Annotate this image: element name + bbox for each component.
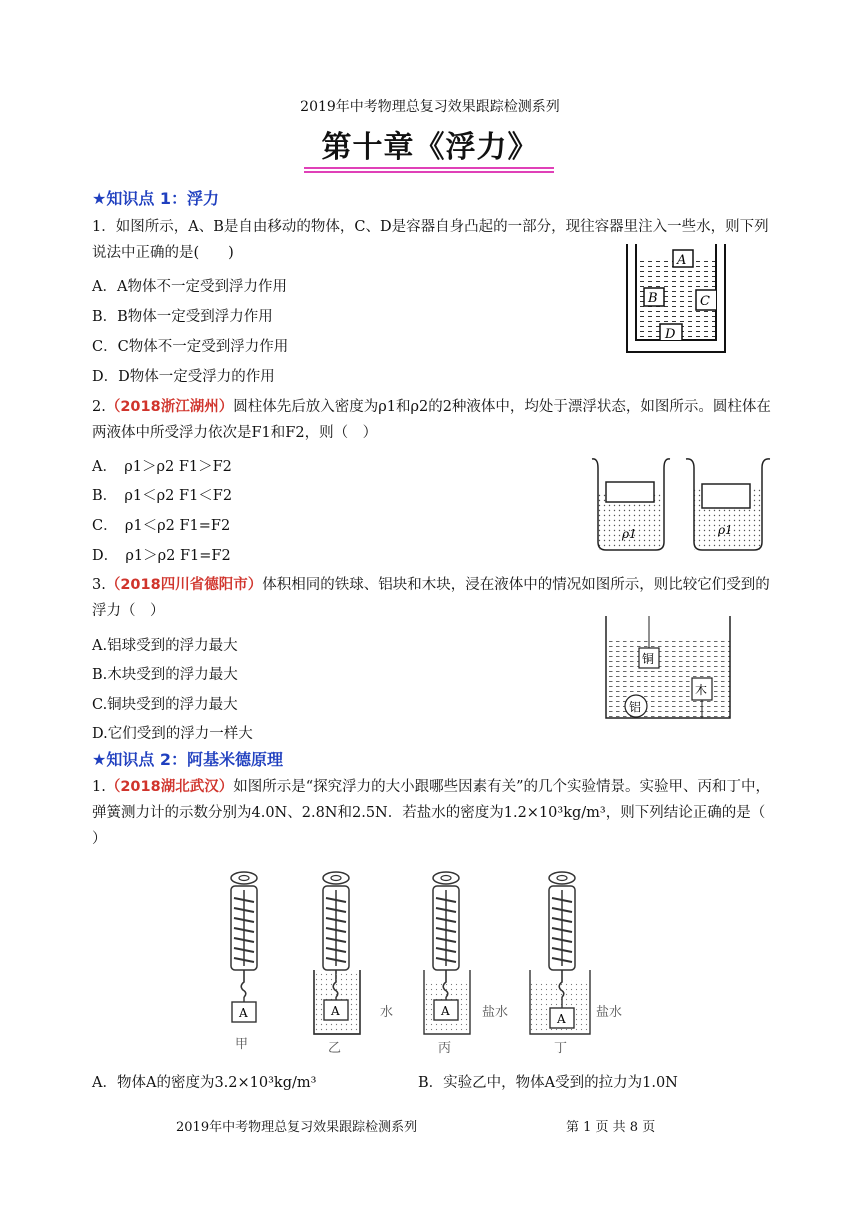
- kp2-q1-source: （2018湖北武汉）: [105, 779, 234, 795]
- kp1-q3-option-b: B.木块受到的浮力最大: [92, 667, 238, 683]
- title-underline: [304, 167, 554, 169]
- block-a-jia: A: [239, 1006, 248, 1020]
- kp1-q2-option-c: C． ρ1＜ρ2 F1=F2: [92, 518, 231, 534]
- kp1-q3-tank-figure: [602, 614, 734, 722]
- block-a-ding: A: [557, 1012, 566, 1026]
- footer-page-number: 第 1 页 共 8 页: [566, 1120, 656, 1135]
- fig-label-d: D: [665, 327, 676, 342]
- block-a-yi: A: [331, 1004, 340, 1018]
- kp1-q3-text: 体积相同的铁球、铝块和木块，浸在液体中的情况如图所示，则比较它们受到的浮力（ ）: [92, 577, 770, 619]
- fig-label-b: B: [648, 291, 658, 306]
- kp2-q1-text: 如图所示是“探究浮力的大小跟哪些因素有关”的几个实验情景。实验甲、丙和丁中，弹簧测力计的示数分别为4.0N、2.8N和2.5N．若盐水的密度为1.2×10³kg/m³，则下列结论正确的是（ ）: [92, 779, 771, 847]
- footer-series: 2019年中考物理总复习效果跟踪检测系列: [176, 1120, 418, 1135]
- fig-label-a: A: [677, 253, 687, 268]
- label-aluminum: 铝: [629, 700, 642, 714]
- kp1-q1-option-a: A．A物体不一定受到浮力作用: [92, 279, 287, 295]
- kp2-heading: ★知识点 2：阿基米德原理: [92, 750, 284, 769]
- header-series: 2019年中考物理总复习效果跟踪检测系列: [300, 99, 560, 115]
- kp2-q1-experiment-figure: [210, 868, 630, 1064]
- label-copper: 铜: [642, 652, 655, 666]
- chapter-title: 第十章《浮力》: [321, 130, 539, 165]
- block-a-bing: A: [441, 1004, 450, 1018]
- kp1-q2-number: 2.: [92, 399, 106, 415]
- label-salt-water-1: 盐水: [482, 1005, 509, 1020]
- kp1-heading: ★知识点 1：浮力: [92, 189, 220, 208]
- kp1-q1-container-figure: [624, 244, 728, 356]
- kp2-q1-stem: [92, 774, 772, 852]
- kp2-q1-option-b: B．实验乙中，物体A受到的拉力为1.0N: [418, 1075, 678, 1091]
- label-salt-water-2: 盐水: [596, 1005, 623, 1020]
- beaker2-label: ρ1: [718, 523, 733, 537]
- beaker1-label: ρ1: [622, 527, 637, 541]
- kp1-q1-option-d: D．D物体一定受浮力的作用: [92, 369, 275, 385]
- caption-ding: 丁: [554, 1041, 568, 1056]
- kp1-q1-option-c: C．C物体不一定受到浮力作用: [92, 339, 289, 355]
- kp1-q2-stem: [92, 394, 772, 446]
- caption-bing: 丙: [438, 1041, 452, 1056]
- kp1-q1-stem: 1．如图所示，A、B是自由移动的物体，C、D是容器自身凸起的一部分，现往容器里注入一些水，则下列说法中正确的是( ): [92, 219, 769, 261]
- kp2-q1-option-a: A．物体A的密度为3.2×10³kg/m³: [92, 1075, 317, 1091]
- kp1-q2-option-a: A． ρ1＞ρ2 F1＞F2: [92, 459, 232, 475]
- fig-label-c: C: [700, 294, 710, 309]
- kp1-q2-text: 圆柱体先后放入密度为ρ1和ρ2的2种液体中，均处于漂浮状态，如图所示。圆柱体在两液体中所受浮力依次是F1和F2，则（ ）: [92, 399, 771, 441]
- kp2-q1-number: 1.: [92, 779, 106, 795]
- kp1-q3-source: （2018四川省德阳市）: [105, 577, 263, 593]
- kp1-q1-option-b: B．B物体一定受到浮力作用: [92, 309, 273, 325]
- caption-jia: 甲: [235, 1037, 249, 1052]
- kp1-q3-option-d: D.它们受到的浮力一样大: [92, 726, 253, 742]
- label-water: 水: [380, 1005, 394, 1020]
- kp1-q2-source: （2018浙江湖州）: [105, 399, 234, 415]
- kp1-q3-option-c: C.铜块受到的浮力最大: [92, 697, 238, 713]
- title-underline-2: [304, 171, 554, 173]
- caption-yi: 乙: [328, 1041, 342, 1056]
- label-wood: 木: [695, 683, 708, 697]
- kp1-q2-beakers-figure: [588, 454, 772, 556]
- kp1-q3-number: 3.: [92, 577, 106, 593]
- kp1-q2-option-d: D． ρ1＞ρ2 F1=F2: [92, 548, 231, 564]
- kp1-q2-option-b: B． ρ1＜ρ2 F1＜F2: [92, 488, 233, 504]
- kp1-q3-option-a: A.铝球受到的浮力最大: [92, 638, 238, 654]
